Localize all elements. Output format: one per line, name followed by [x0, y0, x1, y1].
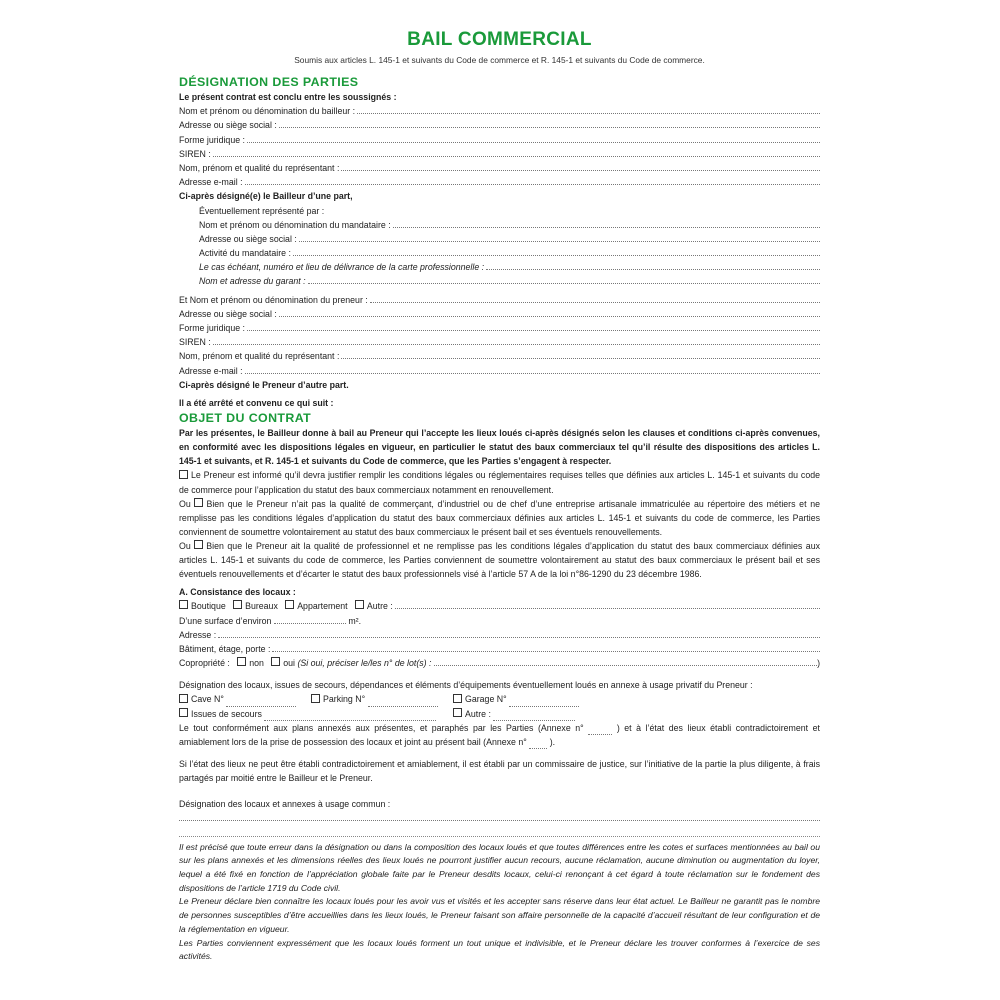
- commun-label: Désignation des locaux et annexes à usage commun :: [179, 799, 391, 810]
- bailleur-field-label: Nom et prénom ou dénomination du bailleur :: [179, 106, 356, 117]
- preneur-field-input[interactable]: [247, 321, 820, 331]
- adresse-field[interactable]: [218, 628, 820, 638]
- copro-close: ): [817, 658, 820, 669]
- option-3-checkbox[interactable]: [194, 540, 203, 549]
- objet-option-3: Ou Bien que le Preneur ait la qualité de professionnel et ne remplisse pas les conditions légales d’application du statut des baux commerciaux définies aux articles L. 145-1 et suivants du code de commerce, les Parties conviennent de soumettre volontairement au statut des baux commerciaux le présent bail et ses éventuels renouvellements et d’écarter le statut des baux professionnels visé à l’article 57 A de la loi n°86-1290 du 23 décembre 1986.: [179, 540, 820, 580]
- appartement-label: Appartement: [297, 601, 348, 612]
- mandataire-field-input[interactable]: [393, 218, 820, 228]
- autre-annexe-field[interactable]: [493, 711, 575, 721]
- bailleur-field-label: Adresse ou siège social :: [179, 120, 277, 131]
- bailleur-field-label: Forme juridique :: [179, 134, 246, 145]
- mandataire-field-label: Adresse ou siège social :: [199, 233, 297, 244]
- consistance-heading: A. Consistance des locaux :: [179, 587, 296, 598]
- bailleur-field-row: [179, 118, 820, 132]
- copro-non-checkbox[interactable]: [237, 657, 246, 666]
- preneur-field-label: SIREN :: [179, 337, 211, 348]
- document-title: BAIL COMMERCIAL: [407, 29, 592, 50]
- mandataire-field-label: Activité du mandataire :: [199, 248, 291, 259]
- note-paragraph: Il est précisé que toute erreur dans la désignation ou dans la composition des locaux loués et que toutes différences entre les cotes et surfaces mentionnées au bail ou sur les plans annexés et les dimensions réelles des lieux loués ne pourront justifier aucun recours, aucune réclamation, aucune diminution ou augmentation du loyer, lequel a été fixé en fonction de l’appréciation globale faite par le Preneur desdits locaux, celui-ci renonçant à cet égard à toute réclamation sur le fondement des dispositions de l’article 1719 du Code civil.: [179, 841, 820, 893]
- bailleur-field-input[interactable]: [279, 118, 820, 128]
- mandataire-field-input[interactable]: [293, 246, 820, 256]
- mandataire-extra-field-row: [179, 274, 820, 288]
- mandataire-title: Éventuellement représenté par :: [199, 205, 325, 216]
- preneur-field-row: [179, 364, 820, 378]
- bailleur-field-row: [179, 161, 820, 175]
- commun-field[interactable]: [179, 811, 820, 821]
- appartement-checkbox[interactable]: [285, 600, 294, 609]
- preneur-close: Ci-après désigné le Preneur d’autre part.: [179, 379, 349, 390]
- preneur-field-label: Adresse e-mail :: [179, 365, 243, 376]
- autre-annexe-checkbox[interactable]: [453, 708, 462, 717]
- preneur-field-label: Et Nom et prénom ou dénomination du preneur :: [179, 294, 368, 305]
- section-heading-parties: DÉSIGNATION DES PARTIES: [179, 75, 359, 89]
- preneur-field-row: [179, 335, 820, 349]
- objet-option-1: Le Preneur est informé qu’il devra justifier remplir les conditions légales ou réglementaires requises telles que définies aux articles L. 145-1 et suivants du code de commerce pour l’application du statut des baux commerciaux notamment en renouvellement.: [179, 470, 820, 495]
- copro-note: (Si oui, préciser le/les n° de lot(s) :: [297, 658, 432, 669]
- mandataire-extra-field-label: Nom et adresse du garant :: [199, 276, 306, 287]
- agreed-line: Il a été arrêté et convenu ce qui suit :: [179, 397, 334, 408]
- bailleur-field-input[interactable]: [357, 104, 820, 114]
- preneur-field-label: Nom, prénom et qualité du représentant :: [179, 351, 340, 362]
- preneur-field-row: [179, 349, 820, 363]
- mandataire-field-row: [179, 246, 820, 260]
- mandataire-field-row: [179, 218, 820, 232]
- parking-field[interactable]: [368, 697, 438, 707]
- bailleur-field-label: Adresse e-mail :: [179, 177, 243, 188]
- bailleur-field-input[interactable]: [247, 133, 820, 143]
- mandataire-extra-field-input[interactable]: [308, 274, 820, 284]
- copro-label: Copropriété :: [179, 658, 230, 669]
- annexes-intro: Désignation des locaux, issues de secours, dépendances et éléments d’équipements éventuellement loués en annexe à usage privatif du Preneur :: [179, 680, 753, 691]
- copro-lots-field[interactable]: [434, 656, 818, 666]
- local-type-row: [179, 599, 820, 613]
- plans-annexe-field[interactable]: [588, 725, 612, 735]
- preneur-field-input[interactable]: [341, 349, 820, 359]
- objet-intro: Par les présentes, le Bailleur donne à bail au Preneur qui l’accepte les lieux loués ci-après désignés selon les clauses et conditions ci-après convenues, en conformité avec les dispositions légales en vigueur, en particulier le statut des baux commerciaux tel qu’il résulte des dispositions des articles L. 145-1 et suivants, et R. 145-1 et suivants du Code de commerce, que les Parties s’engagent à respecter.: [179, 428, 820, 467]
- bureaux-label: Bureaux: [245, 601, 278, 612]
- parking-label: Parking N°: [323, 694, 366, 705]
- autre-type-field[interactable]: [395, 599, 820, 609]
- surface-field[interactable]: [274, 614, 346, 624]
- bailleur-close: Ci-après désigné(e) le Bailleur d’une part,: [179, 191, 353, 202]
- mandataire-field-label: Nom et prénom ou dénomination du mandataire :: [199, 219, 391, 230]
- bailleur-field-row: [179, 133, 820, 147]
- mandataire-extra-field-input[interactable]: [486, 260, 820, 270]
- section-heading-objet: OBJET DU CONTRAT: [179, 411, 312, 426]
- preneur-field-row: [179, 321, 820, 335]
- preneur-field-row: [179, 307, 820, 321]
- autre-annexe-label: Autre :: [465, 708, 491, 719]
- document-subtitle: Soumis aux articles L. 145-1 et suivants du Code de commerce et R. 145-1 et suivants du Code de commerce.: [294, 55, 705, 65]
- copro-oui-checkbox[interactable]: [271, 657, 280, 666]
- copro-non-label: non: [249, 658, 264, 669]
- issues-field[interactable]: [264, 711, 436, 721]
- bailleur-field-row: [179, 147, 820, 161]
- mandataire-extra-field-label: Le cas échéant, numéro et lieu de délivrance de la carte professionnelle :: [199, 262, 485, 273]
- garage-field[interactable]: [509, 697, 579, 707]
- batiment-label: Bâtiment, étage, porte :: [179, 643, 271, 654]
- bailleur-field-input[interactable]: [341, 161, 820, 171]
- etat-annexe-field[interactable]: [529, 739, 547, 749]
- batiment-field[interactable]: [272, 642, 820, 652]
- cave-checkbox[interactable]: [179, 694, 188, 703]
- surface-label: D’une surface d’environ: [179, 615, 272, 626]
- option-1-checkbox[interactable]: [179, 470, 188, 479]
- preneur-field-input[interactable]: [213, 335, 820, 345]
- bailleur-field-row: [179, 175, 820, 189]
- option-2-checkbox[interactable]: [194, 498, 203, 507]
- note-paragraph: Le Preneur déclare bien connaître les locaux loués pour les avoir vus et visités et les accepter sans réserve dans leur état actuel. Le Bailleur ne garantit pas le nombre de personnes susceptibles d’être accueillies dans les lieux loués, le Preneur faisant son affaire personnelle de la capacité d’accueil résultant de leur configuration et de la réglementation en vigueur.: [179, 896, 820, 934]
- parties-intro: Le présent contrat est conclu entre les soussignés :: [179, 92, 397, 102]
- boutique-label: Boutique: [191, 601, 226, 612]
- copro-oui-label: oui: [283, 658, 295, 669]
- preneur-field-input[interactable]: [279, 307, 820, 317]
- bailleur-field-label: Nom, prénom et qualité du représentant :: [179, 162, 340, 173]
- autre-type-checkbox[interactable]: [355, 600, 364, 609]
- mandataire-field-row: [179, 232, 820, 246]
- autre-type-label: Autre :: [366, 601, 393, 612]
- garage-checkbox[interactable]: [453, 694, 462, 703]
- issues-checkbox[interactable]: [179, 708, 188, 717]
- boutique-checkbox[interactable]: [179, 600, 188, 609]
- objet-option-2: Ou Bien que le Preneur n’ait pas la qualité de commerçant, d’industriel ou de chef d’une entreprise artisanale immatriculée au répertoire des métiers et ne remplisse pas les conditions légales d’application du statut des baux commerciaux définies aux articles L. 145-1 et suivants du code de commerce, les Parties conviennent de soumettre volontairement au statut des baux commerciaux le présent bail et ses éventuels renouvellements.: [179, 498, 820, 537]
- issues-label: Issues de secours: [191, 708, 262, 719]
- surface-unit: m².: [348, 615, 362, 626]
- adresse-label: Adresse :: [179, 629, 217, 640]
- bureaux-checkbox[interactable]: [233, 600, 242, 609]
- cave-label: Cave N°: [191, 694, 224, 705]
- preneur-field-input[interactable]: [245, 364, 820, 374]
- bailleur-field-row: [179, 104, 820, 118]
- parking-checkbox[interactable]: [311, 694, 320, 703]
- note-paragraph: Les Parties conviennent expressément que les locaux loués forment un tout unique et indivisible, et le Preneur déclare les trouver conformes à l’exercice de ses activités.: [179, 937, 820, 962]
- bailleur-field-label: SIREN :: [179, 148, 211, 159]
- preneur-field-label: Forme juridique :: [179, 323, 246, 333]
- etat-paragraph: Si l’état des lieux ne peut être établi contradictoirement et amiablement, il est établi par un commissaire de justice, sur l’initiative de la partie la plus diligente, à frais partagés par moitié entre le Bailleur et le Preneur.: [179, 759, 820, 784]
- garage-label: Garage N°: [465, 694, 507, 705]
- bailleur-field-input[interactable]: [213, 147, 820, 157]
- bailleur-field-input[interactable]: [245, 175, 820, 185]
- plans-paragraph: Le tout conformément aux plans annexés aux présentes, et paraphés par les Parties (Annexe n° ) et à l’état des lieux établi contradictoirement et amiablement lors de la prise de possession des locaux et joint au présent bail (Annexe n° ).: [179, 721, 820, 749]
- preneur-field-label: Adresse ou siège social :: [179, 308, 277, 319]
- preneur-field-input[interactable]: [370, 293, 820, 303]
- document-page: [179, 28, 820, 964]
- preneur-field-row: [179, 293, 820, 307]
- cave-field[interactable]: [226, 697, 296, 707]
- mandataire-field-input[interactable]: [299, 232, 820, 242]
- mandataire-extra-field-row: [179, 260, 820, 274]
